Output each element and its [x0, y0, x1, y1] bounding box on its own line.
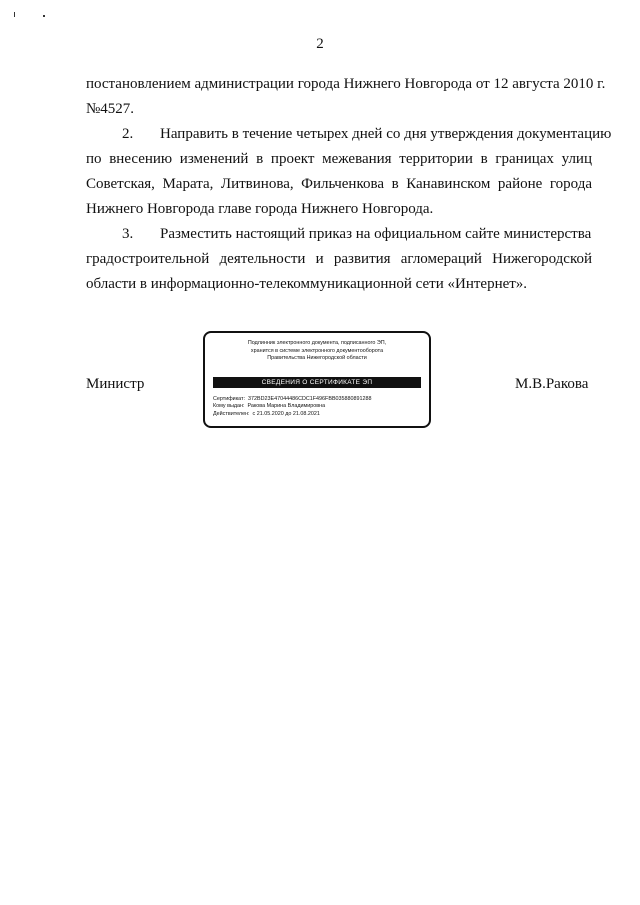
page-number: 2 — [316, 36, 324, 52]
text-line: Советская, Марата, Литвинова, Фильченкова в Канавинском районе города — [86, 176, 592, 192]
stamp-issued-row — [213, 403, 372, 410]
paragraph-item-2 — [86, 122, 612, 222]
stamp-valid-value: с 21.05.2020 до 21.08.2021 — [252, 410, 320, 417]
scan-artifact — [43, 15, 45, 17]
stamp-valid-row — [213, 411, 372, 418]
text-line: области в информационно-телекоммуникационной сети «Интернет». — [86, 276, 528, 292]
text-line: градостроительной деятельности и развития агломераций Нижегородской — [86, 251, 592, 267]
intro-paragraph — [86, 72, 606, 122]
stamp-header-line: Подлинник электронного документа, подписанного ЭП, — [247, 340, 387, 346]
text-line: №4527. — [86, 101, 135, 117]
stamp-header-line: хранится в системе электронного документооборота — [250, 347, 384, 354]
text-line — [86, 222, 592, 247]
text-line: по внесению изменений в проект межевания территории в границах улиц — [86, 151, 592, 167]
scan-artifact — [14, 12, 15, 17]
stamp-label: Кому выдан: — [213, 403, 245, 410]
signatory-name: М.В.Ракова — [515, 376, 589, 392]
stamp-label: Действителен: — [213, 410, 250, 417]
stamp-header — [205, 340, 429, 363]
paragraph-item-3 — [86, 222, 592, 297]
text-line: Нижнего Новгорода главе города Нижнего Новгорода. — [86, 201, 434, 217]
text-line — [86, 122, 612, 147]
item-text: Направить в течение четырех дней со дня утверждения документацию — [160, 126, 612, 142]
stamp-details — [213, 396, 372, 418]
item-text: Разместить настоящий приказ на официальном сайте министерства — [160, 226, 592, 242]
electronic-signature-stamp — [203, 331, 431, 428]
item-number: 2. — [122, 126, 134, 142]
item-number: 3. — [122, 226, 134, 242]
stamp-certificate-row — [213, 396, 372, 403]
stamp-certificate-value: 372BD23E47044486CDC1F496FBB035880891288 — [248, 396, 372, 402]
stamp-label: Сертификат: — [213, 396, 246, 402]
signatory-position: Министр — [86, 376, 145, 392]
stamp-title-bar: СВЕДЕНИЯ О СЕРТИФИКАТЕ ЭП — [213, 377, 421, 388]
stamp-issued-value: Ракова Марина Владимировна — [247, 403, 326, 410]
stamp-header-line: Правительства Нижегородской области — [267, 355, 367, 361]
text-line: постановлением администрации города Нижнего Новгорода от 12 августа 2010 г. — [86, 76, 606, 92]
